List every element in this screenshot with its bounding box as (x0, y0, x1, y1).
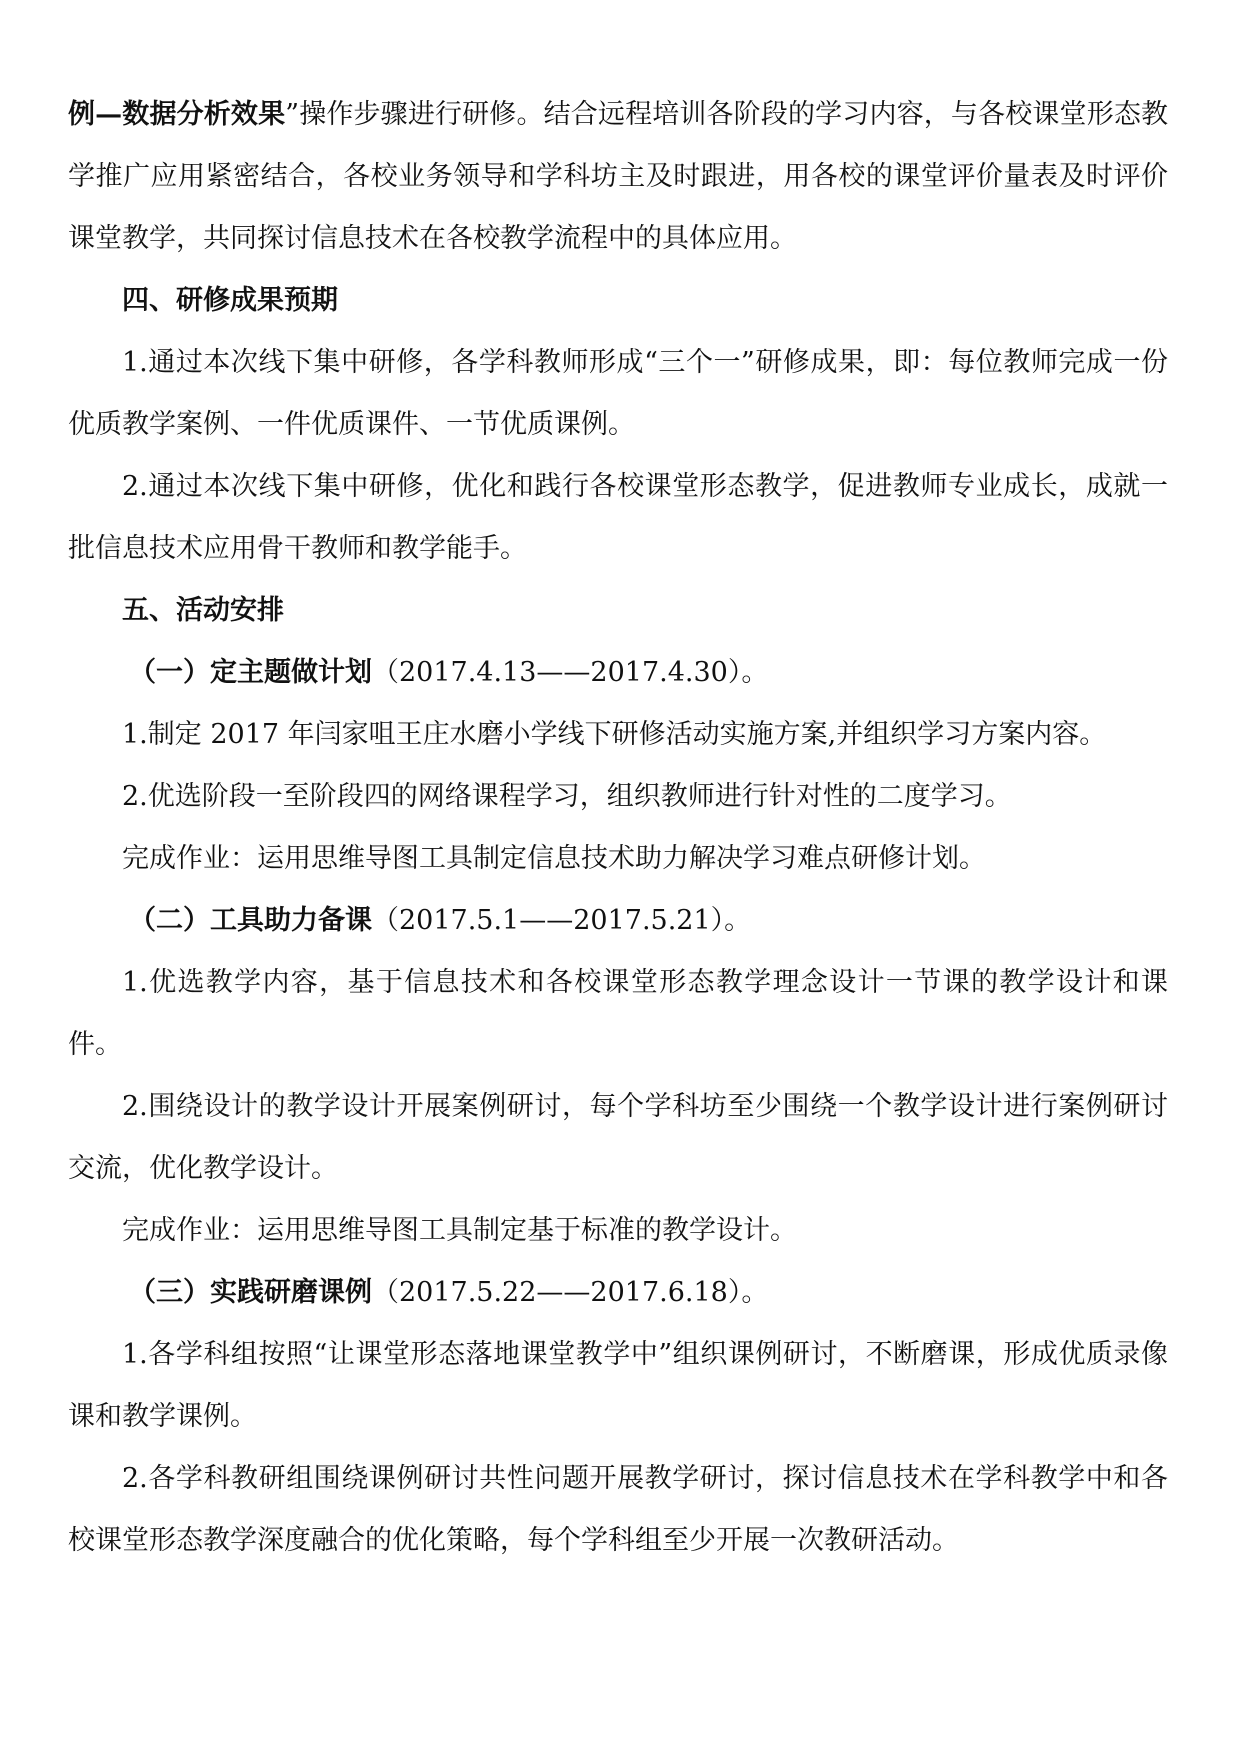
section4-item-2: 2.通过本次线下集中研修，优化和践行各校课堂形态教学，促进教师专业成长，成就一批信息技术应用骨干教师和教学能手。 (68, 471, 1168, 564)
phase-2-assignment: 完成作业：运用思维导图工具制定基于标准的教学设计。 (122, 1215, 797, 1246)
phase-2-title: （二）工具助力备课 (129, 905, 372, 936)
section-heading-5: 五、活动安排 (122, 595, 284, 626)
phase-2-heading (68, 890, 1168, 952)
phase-1-title: （一）定主题做计划 (129, 657, 372, 688)
phase-2-item-1: 1.优选教学内容，基于信息技术和各校课堂形态教学理念设计一节课的教学设计和课件。 (68, 967, 1168, 1060)
phase-3-heading (68, 1262, 1168, 1324)
phase-3-item-1: 1.各学科组按照“让课堂形态落地课堂教学中”组织课例研讨，不断磨课，形成优质录像课和教学课例。 (68, 1339, 1168, 1432)
intro-paragraph (68, 84, 1168, 270)
document-body (68, 84, 1168, 1572)
intro-text: ”操作步骤进行研修。结合远程培训各阶段的学习内容，与各校课堂形态教学推广应用紧密结合，各校业务领导和学科坊主及时跟进，用各校的课堂评价量表及时评价课堂教学，共同探讨信息技术在各校教学流程中的具体应用。 (68, 99, 1169, 254)
phase-3-dates: （2017.5.22——2017.6.18）。 (372, 1277, 769, 1308)
phase-3-title: （三）实践研磨课例 (129, 1277, 372, 1308)
section4-item-1: 1.通过本次线下集中研修，各学科教师形成“三个一”研修成果，即：每位教师完成一份优质教学案例、一件优质课件、一节优质课例。 (68, 347, 1168, 440)
intro-bold-prefix: 例—数据分析效果 (68, 99, 286, 130)
phase-1-assignment: 完成作业：运用思维导图工具制定信息技术助力解决学习难点研修计划。 (122, 843, 986, 874)
phase-1-item-2: 2.优选阶段一至阶段四的网络课程学习，组织教师进行针对性的二度学习。 (122, 781, 1012, 812)
phase-3-item-2: 2.各学科教研组围绕课例研讨共性问题开展教学研讨，探讨信息技术在学科教学中和各校课堂形态教学深度融合的优化策略，每个学科组至少开展一次教研活动。 (68, 1463, 1168, 1556)
phase-2-item-2: 2.围绕设计的教学设计开展案例研讨，每个学科坊至少围绕一个教学设计进行案例研讨交流，优化教学设计。 (68, 1091, 1168, 1184)
phase-1-item-1: 1.制定 2017 年闫家咀王庄水磨小学线下研修活动实施方案,并组织学习方案内容。 (122, 719, 1107, 750)
phase-2-dates: （2017.5.1——2017.5.21）。 (372, 905, 752, 936)
section-heading-4: 四、研修成果预期 (122, 285, 338, 316)
phase-1-dates: （2017.4.13——2017.4.30）。 (372, 657, 769, 688)
phase-1-heading (68, 642, 1168, 704)
